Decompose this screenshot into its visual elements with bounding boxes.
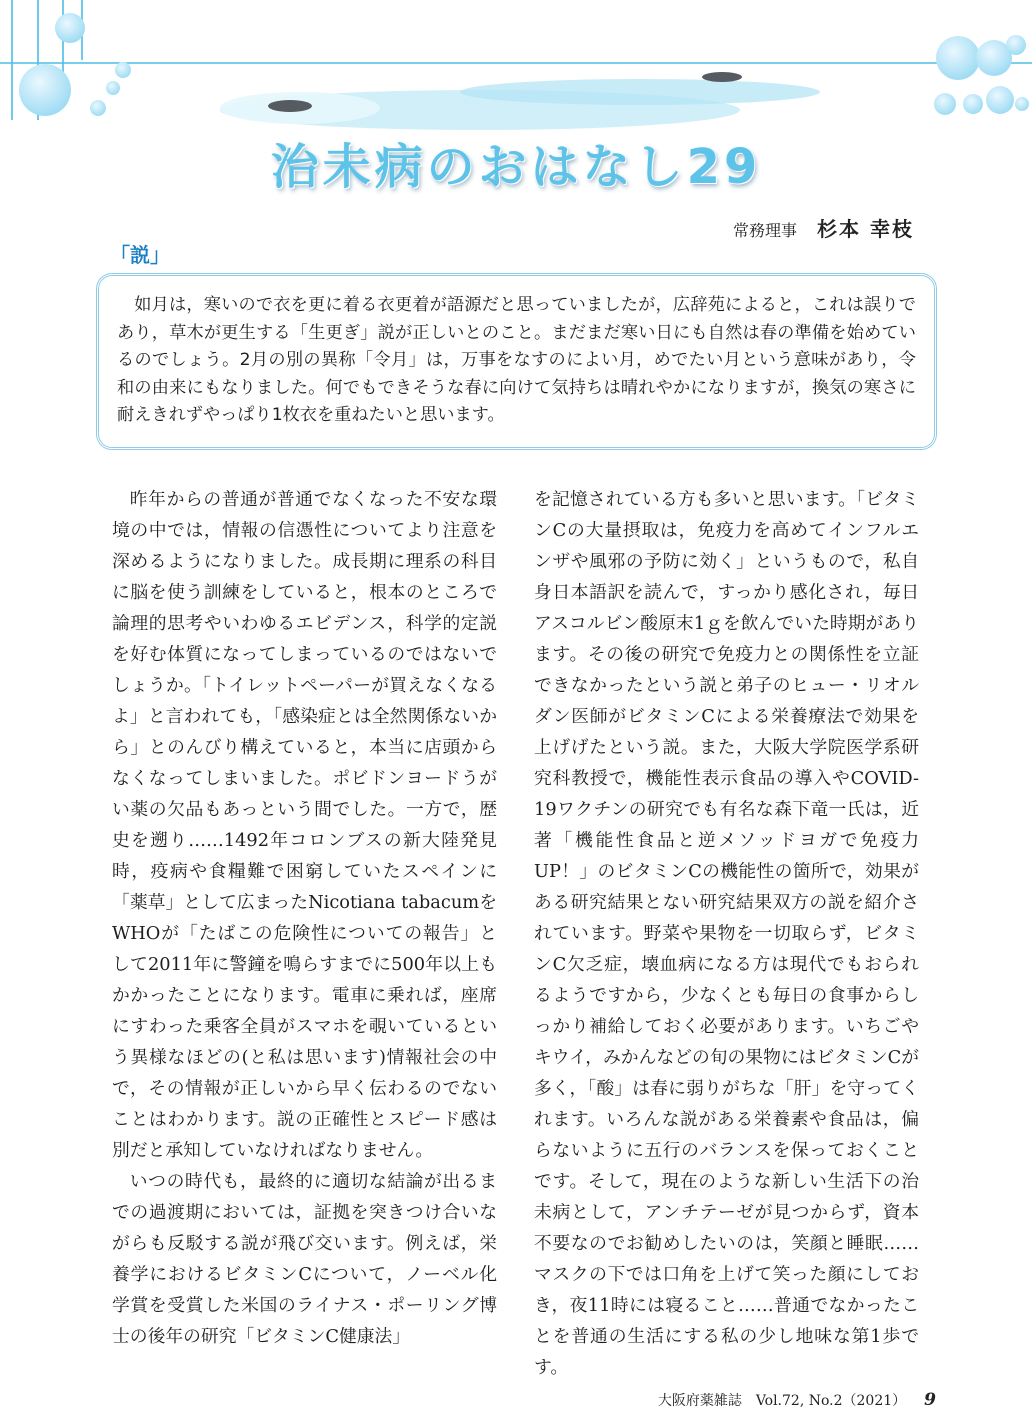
page-number: 9 xyxy=(924,1390,936,1410)
author-line xyxy=(733,213,914,242)
author-name: 杉本 幸枝 xyxy=(817,217,914,241)
page-footer xyxy=(658,1390,936,1410)
body-paragraph: 昨年からの普通が普通でなくなった不安な環境の中では，情報の信憑性についてより注意を深めるようになりました。成長期に理系の科目に脳を使う訓練をしていると，根本のところで論理的思考やいわゆるエビデンス，科学的定説を好む体質になってしまっているのではないでしょうか。「トイレットペーパーが買えなくなるよ」と言われても，「感染症とは全然関係ないから」とのんびり構えていると，本当に店頭からなくなってしまいました。ポビドンヨードうがい薬の欠品もあっという間でした。一方で，歴史を遡り……1492年コロンブスの新大陸発見時，疫病や食糧難で困窮していたスペインに「薬草」として広まったNicotiana tabacumをWHOが「たばこの危険性についての報告」として2011年に警鐘を鳴らすまでに500年以上もかかったことになります。電車に乗れば，座席にすわった乗客全員がスマホを覗いているという異様なほどの(と私は思います)情報社会の中で，その情報が正しいから早く伝わるのでないことはわかります。説の正確性とスピード感は別だと承知していなければなりません。 xyxy=(112,489,497,1161)
header-decoration xyxy=(0,0,1032,240)
swirl-decoration xyxy=(220,72,820,130)
page-title: 治未病のおはなし29 xyxy=(270,139,762,195)
topic-label: 「説」 xyxy=(110,243,170,267)
body-paragraph: を記憶されている方も多いと思います。「ビタミンCの大量摂取は，免疫力を高めてインフルエンザや風邪の予防に効く」というもので，私自身日本語訳を読んで，すっかり感化され，毎日アスコルビン酸原末1ｇを飲んでいた時期があります。その後の研究で免疫力との関係性を立証できなかったという説と弟子のヒュー・リオルダン医師がビタミンCによる栄養療法で効果を上げげたという説。また，大阪大学院医学系研究科教授で，機能性表示食品の導入やCOVID-19ワクチンの研究でも有名な森下竜一氏は，近著「機能性食品と逆メソッドヨガで免疫力UP！」のビタミンCの機能性の箇所で，効果がある研究結果とない研究結果双方の説を紹介されています。野菜や果物を一切取らず，ビタミンC欠乏症，壊血病になる方は現代でもおられるようですから，少なくとも毎日の食事からしっかり補給しておく必要があります。いちごやキウイ，みかんなどの旬の果物にはビタミンCが多く，「酸」は春に弱りがちな「肝」を守ってくれます。いろんな説がある栄養素や食品は，偏らないように五行のバランスを保っておくことです。そして，現在のような新しい生活下の治未病として，アンチテーゼが見つからず，資本不要なのでお勧めしたいのは，笑顔と睡眠……マスクの下では口角を上げて笑った顔にしておき，夜11時には寝ること……普通でなかったことを普通の生活にする私の少し地味な第1歩です。 xyxy=(534,489,919,1378)
journal-citation: 大阪府薬雑誌 Vol.72, No.2（2021） xyxy=(657,1393,907,1409)
intro-box xyxy=(96,273,937,450)
body-column-right xyxy=(534,484,919,1383)
body-column-left xyxy=(112,484,497,1352)
body-paragraph: いつの時代も，最終的に適切な結論が出るまでの過渡期においては，証拠を突きつけ合いながらも反駁する説が飛び交います。例えば，栄養学におけるビタミンCについて，ノーベル化学賞を受賞した米国のライナス・ポーリング博士の後年の研究「ビタミンC健康法」 xyxy=(112,1171,497,1347)
author-role: 常務理事 xyxy=(733,221,798,240)
intro-text: 如月は，寒いので衣を更に着る衣更着が語源だと思っていましたが，広辞苑によると，これは誤りであり，草木が更生する「生更ぎ」説が正しいとのこと。まだまだ寒い日にも自然は春の準備を始めているのでしょう。2月の別の異称「令月」は，万事をなすのによい月，めでたい月という意味があり，令和の由来にもなりました。何でもできそうな春に向けて気持ちは晴れやかになりますが，換気の寒さに耐えきれずやっぱり1枚衣を重ねたいと思います。 xyxy=(117,295,916,425)
